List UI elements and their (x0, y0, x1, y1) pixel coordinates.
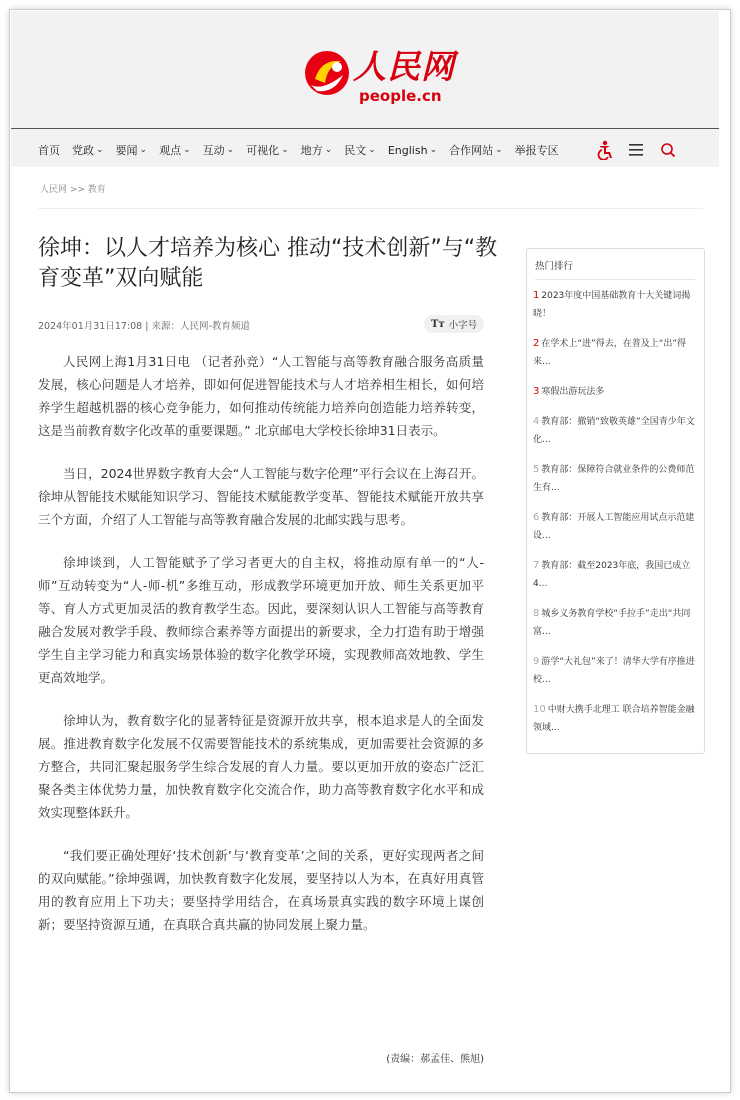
nav-item[interactable] (344, 142, 376, 158)
hot-ranking-item[interactable] (533, 509, 695, 545)
chevron-down-icon: ⌄ (96, 145, 104, 155)
chevron-down-icon: ⌄ (183, 145, 191, 155)
nav-item[interactable] (515, 142, 559, 158)
nav-item-label: 合作网站 (449, 144, 494, 157)
ranking-text: 教育部：截至2023年底，我国已成立4... (533, 561, 691, 589)
nav-item-label: 地方 (300, 144, 323, 157)
chevron-down-icon: ⌄ (368, 145, 376, 155)
nav-item-label: 互动 (202, 144, 225, 157)
hot-ranking-title: 热门排行 (535, 261, 574, 272)
article-meta: 2024年01月31日17:08 | 来源：人民网-教育频道 (38, 321, 250, 332)
article-paragraph: 当日，2024世界数字教育大会“人工智能与数字伦理”平行会议在上海召开。徐坤从智能技术赋能知识学习、智能技术赋能教学变革、智能技术赋能开放共享三个方面，介绍了人工智能与高等教育融合发展的北邮实践与思考。 (38, 466, 484, 527)
hot-ranking-list (533, 287, 695, 749)
ranking-text: 中财大携手北理工 联合培养智能金融领域... (533, 705, 695, 733)
nav-item-label: 要闻 (115, 144, 138, 157)
hot-ranking-divider (535, 279, 695, 280)
hot-ranking-item[interactable] (533, 461, 695, 497)
article-paragraph: 人民网上海1月31日电 （记者孙竞）“人工智能与高等教育融合服务高质量发展，核心问题是人才培养，即如何促进智能技术与人才培养相生相长，如何培养学生超越机器的核心竞争能力，如何推动传统能力培养向创造能力培养转变，这是当前教育数字化改革的重要课题。” 北京邮电大学校长徐坤31日表示。 (38, 354, 484, 438)
font-size-icon: Tт (431, 318, 445, 330)
hot-ranking-item[interactable] (533, 605, 695, 641)
hot-ranking-item[interactable] (533, 653, 695, 689)
hot-ranking-item[interactable] (533, 413, 695, 449)
nav-divider (11, 128, 719, 129)
ranking-text: 教育部：保障符合就业条件的公费师范生有... (533, 465, 695, 493)
menu-icon[interactable] (628, 143, 644, 157)
ranking-number: 8 (533, 608, 540, 619)
nav-item[interactable] (449, 142, 503, 158)
article-paragraph: 徐坤谈到，人工智能赋予了学习者更大的自主权，将推动原有单一的“人-师”互动转变为“人-师-机”多维互动，形成教学环境更加开放、师生关系更加平等、育人方式更加灵活的教育教学生态。因此，要深刻认识人工智能与高等教育融合发展对教学手段、教师综合素养等方面提出的新要求，全力打造有助于增强学生自主学习能力和真实场景体验的数字化教学环境，实现教师高效地教、学生更高效地学。 (38, 555, 484, 685)
nav-item[interactable] (246, 142, 289, 158)
ranking-number: 3 (533, 386, 540, 397)
chevron-down-icon: ⌄ (324, 145, 333, 155)
article-title: 徐坤：以人才培养为核心 推动“技术创新”与“教育变革”双向赋能 (38, 236, 498, 291)
nav-item-label: 举报专区 (514, 144, 559, 157)
nav-item-label: 观点 (159, 144, 182, 157)
chevron-down-icon: ⌄ (226, 145, 235, 155)
nav-item-label: 首页 (38, 144, 60, 157)
ranking-text: 教育部：撤销“致敬英雄”全国青少年文化... (533, 417, 695, 445)
ranking-number: 2 (533, 338, 540, 349)
ranking-text: 教育部：开展人工智能应用试点示范建设... (533, 513, 695, 541)
ranking-text: 城乡义务教育学校“手拉手”走出“共同富... (533, 609, 691, 637)
ranking-number: 9 (533, 656, 540, 667)
ranking-text: 2023年度中国基础教育十大关键词揭晓！ (533, 291, 691, 319)
nav-item[interactable] (116, 142, 148, 158)
hot-ranking-item[interactable] (533, 287, 695, 323)
chevron-down-icon: ⌄ (495, 145, 503, 155)
logo-text-en: people.cn (359, 87, 442, 105)
nav-item[interactable] (159, 142, 191, 158)
ranking-text: 在学术上“进”得去，在普及上“出”得来... (533, 339, 687, 367)
chevron-down-icon: ⌄ (429, 145, 438, 155)
nav-item[interactable] (203, 142, 235, 158)
nav-item[interactable] (388, 144, 437, 157)
hot-ranking-item[interactable] (533, 335, 695, 371)
ranking-number: 10 (533, 704, 546, 715)
logo-text-cn: 人民网 (353, 47, 455, 86)
nav-icons (596, 138, 676, 162)
hot-ranking-panel (526, 248, 705, 754)
ranking-number: 7 (533, 560, 540, 571)
font-size-toggle[interactable] (424, 315, 484, 333)
ranking-text: 游学“大礼包”来了！清华大学有序推进校... (533, 657, 695, 685)
nav-item-label: English (387, 143, 428, 157)
breadcrumb-divider (38, 208, 703, 209)
article-body (38, 350, 484, 956)
article-editor: (责编：郝孟佳、熊旭) (386, 1054, 484, 1065)
ranking-number: 5 (533, 464, 540, 475)
search-icon[interactable] (660, 142, 676, 158)
article-paragraph: “我们要正确处理好‘技术创新’与‘教育变革’之间的关系，更好实现两者之间的双向赋能。”徐坤强调，加快教育数字化发展，要坚持以人为本，在真好用真管用的教育应用上下功夫；要坚持学用结合，在真场景真实践的数字环境上谋创新；要坚持资源互通，在真联合真共赢的协同发展上聚力量。 (38, 848, 484, 932)
chevron-down-icon: ⌄ (139, 145, 148, 155)
site-logo[interactable] (301, 39, 461, 111)
accessibility-icon[interactable] (596, 140, 614, 160)
breadcrumb[interactable]: 人民网 >> 教育 (40, 185, 106, 195)
nav-item[interactable] (38, 142, 60, 158)
nav-item[interactable] (301, 142, 333, 158)
ranking-number: 6 (533, 512, 540, 523)
nav-item-label: 民文 (344, 144, 367, 157)
hot-ranking-item[interactable] (533, 701, 695, 737)
article-paragraph: 徐坤认为，教育数字化的显著特征是资源开放共享，根本追求是人的全面发展。推进教育数字化发展不仅需要智能技术的系统集成，更加需要社会资源的多方整合，共同汇聚起服务学生综合发展的育人力量。要以更加开放的姿态广泛汇聚各类主体优势力量，加快教育数字化交流合作，助力高等教育数字化水平和成效实现整体跃升。 (38, 713, 484, 820)
ranking-number: 1 (533, 290, 540, 301)
ranking-text: 寒假出游玩法多 (541, 387, 605, 397)
logo-swirl-icon (301, 45, 353, 101)
hot-ranking-item[interactable] (533, 383, 695, 401)
nav-item-label: 党政 (72, 144, 94, 157)
main-nav (38, 138, 571, 162)
nav-item[interactable] (72, 142, 104, 158)
nav-item-label: 可视化 (246, 144, 280, 157)
chevron-down-icon: ⌄ (281, 145, 289, 155)
font-size-label: 小字号 (448, 320, 478, 331)
hot-ranking-item[interactable] (533, 557, 695, 593)
ranking-number: 4 (533, 416, 540, 427)
